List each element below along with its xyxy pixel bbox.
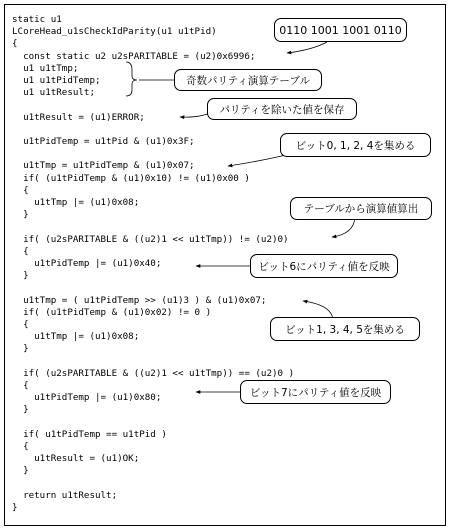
code-line: { <box>12 246 29 257</box>
code-line: u1 u1tResult; <box>12 87 95 98</box>
code-line: if( (u2sPARITABLE & ((u2)1 << u1tTmp)) == (u2)0 ) <box>12 368 295 379</box>
code-line: u1tPidTemp = u1tPid & (u1)0x3F; <box>12 136 195 147</box>
code-line: { <box>12 319 29 330</box>
code-line: } <box>12 502 18 513</box>
code-line: } <box>12 404 29 415</box>
code-line: u1tTmp = u1tPidTemp & (u1)0x07; <box>12 160 195 171</box>
code-line: u1 u1tPidTemp; <box>12 75 101 86</box>
callout-parity-table: 奇数パリティ演算テーブル <box>174 69 322 91</box>
code-line: u1tResult = (u1)ERROR; <box>12 112 145 123</box>
code-line: { <box>12 441 29 452</box>
code-line: if( (u1tPidTemp & (u1)0x02) != 0 ) <box>12 307 212 318</box>
code-line: if( (u1tPidTemp & (u1)0x10) != (u1)0x00 ) <box>12 173 250 184</box>
code-line: { <box>12 185 29 196</box>
code-line: const static u2 u2sPARITABLE = (u2)0x6996; <box>12 51 256 62</box>
code-line: { <box>12 38 18 49</box>
code-line: } <box>12 270 29 281</box>
callout-save-without-parity: パリティを除いた値を保存 <box>207 98 357 120</box>
code-line: } <box>12 209 29 220</box>
code-line: u1tTmp |= (u1)0x08; <box>12 331 140 342</box>
code-line: static u1 <box>12 14 62 25</box>
code-line: u1tPidTemp |= (u1)0x40; <box>12 258 162 269</box>
callout-collect-bits-1345: ビット1, 3, 4, 5を集める <box>270 317 420 341</box>
callout-calc-from-table: テーブルから演算値算出 <box>290 197 432 220</box>
callout-reflect-bit6: ビット6にパリティ値を反映 <box>250 254 398 278</box>
code-line: u1tPidTemp |= (u1)0x80; <box>12 392 162 403</box>
code-line: } <box>12 465 29 476</box>
code-line: LCoreHead_u1sCheckIdParity(u1 u1tPid) <box>12 26 217 37</box>
code-line: if( (u2sPARITABLE & ((u2)1 << u1tTmp)) != (u2)0) <box>12 234 289 245</box>
code-line: u1tTmp |= (u1)0x08; <box>12 197 140 208</box>
code-line: u1 u1tTmp; <box>12 63 79 74</box>
code-line: if( u1tPidTemp == u1tPid ) <box>12 429 167 440</box>
code-line: u1tResult = (u1)OK; <box>12 453 140 464</box>
callout-bits: 0110 1001 1001 0110 <box>274 18 407 42</box>
callout-collect-bits-0124: ビット0, 1, 2, 4を集める <box>280 133 431 157</box>
code-line: } <box>12 343 29 354</box>
callout-reflect-bit7: ビット7にパリティ値を反映 <box>240 380 391 404</box>
code-line: u1tTmp = ( u1tPidTemp >> (u1)3 ) & (u1)0x07; <box>12 295 267 306</box>
code-line: return u1tResult; <box>12 490 118 501</box>
code-line: { <box>12 380 29 391</box>
